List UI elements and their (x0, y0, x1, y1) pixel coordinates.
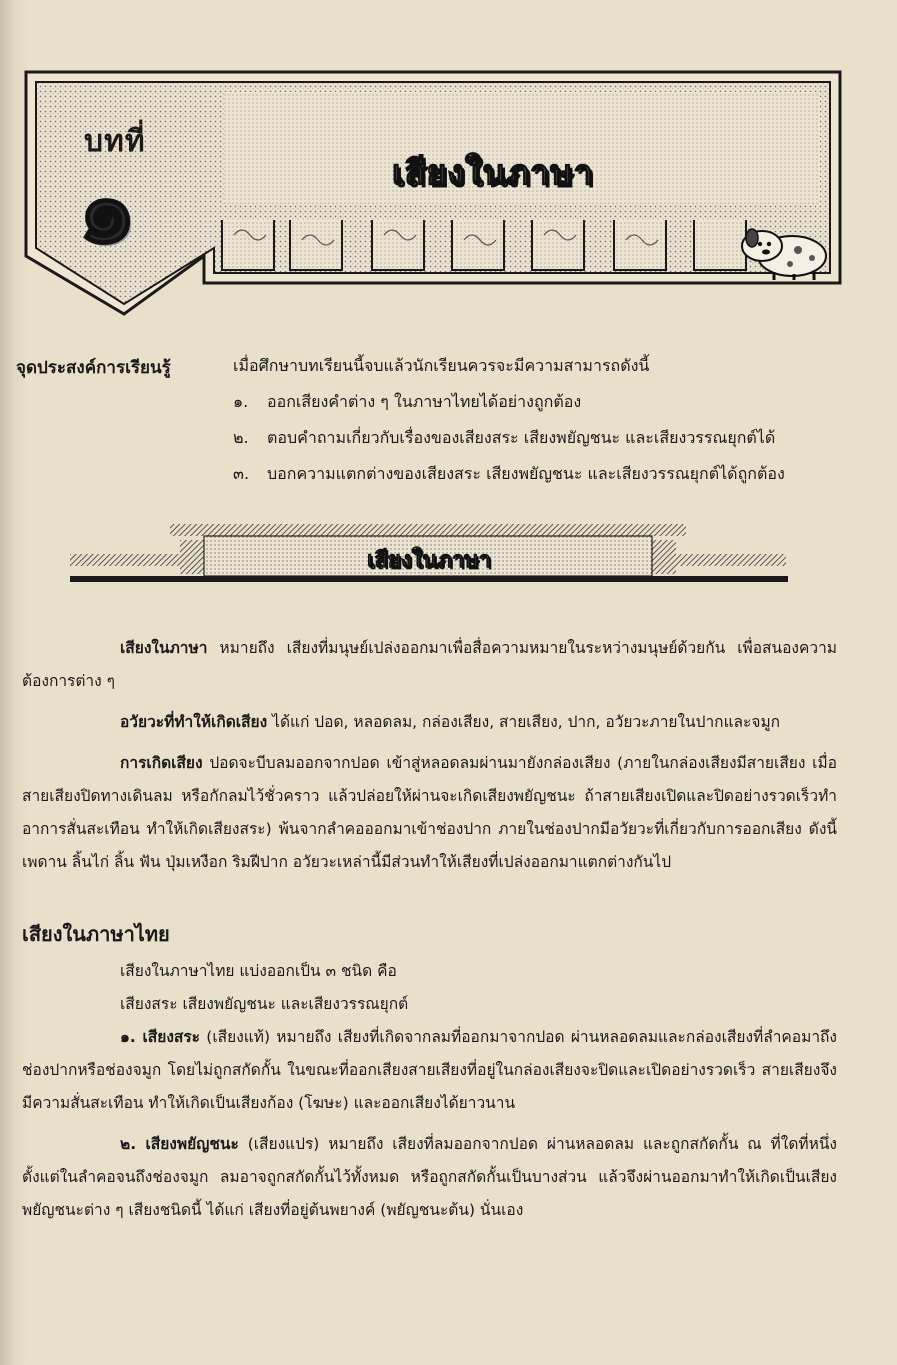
term: ๒. เสียงพยัญชนะ (120, 1135, 239, 1153)
objective-text: บอกความแตกต่างของเสียงสระ เสียงพยัญชนะ และเสียงวรรณยุกต์ได้ถูกต้อง (267, 464, 785, 483)
section-banner (70, 520, 788, 586)
objective-number: ๒. (233, 428, 249, 447)
paragraph (22, 1128, 837, 1227)
paragraph-text: ปอดจะบีบลมออกจากปอด เข้าสู่หลอดลมผ่านมายังกล่องเสียง (ภายในกล่องเสียงมีสายเสียง เมื่อสายเสียงปิดทางเดินลม หรือกักลมไว้ชั่วคราว แล้วปล่อยให้ผ่านจะเกิดเสียงพยัญชนะ ถ้าสายเสียงเปิดและปิดอย่างรวดเร็วทำอาการสั่นสะเทือน ทำให้เกิดเสียงสระ) พ้นจากลำคอออกมาเข้าช่องปาก ภายในช่องปากมีอวัยวะที่เกี่ยวกับการออกเสียง ดังนี้ เพดาน ลิ้นไก่ ลิ้น ฟัน ปุ่มเหงือก ริมฝีปาก อวัยวะเหล่านี้มีส่วนทำให้เสียงที่เปล่งออกมาแตกต่างกันไป (22, 754, 837, 871)
paragraph (22, 1021, 837, 1120)
objective-item (233, 384, 785, 420)
body-text (22, 632, 837, 1235)
paragraph-text: หมายถึง เสียงที่มนุษย์เปล่งออกมาเพื่อสื่อความหมายในระหว่างมนุษย์ด้วยกัน เพื่อสนองความต้องการต่าง ๆ (22, 639, 837, 690)
objective-text: ตอบคำถามเกี่ยวกับเรื่องของเสียงสระ เสียงพยัญชนะ และเสียงวรรณยุกต์ได้ (267, 428, 776, 447)
dog-mascot-icon (736, 222, 832, 282)
objective-item (233, 456, 785, 492)
term: ๑. เสียงสระ (120, 1028, 201, 1046)
text-line: เสียงในภาษาไทย แบ่งออกเป็น ๓ ชนิด คือ (120, 962, 397, 980)
objective-number: ๑. (233, 392, 249, 411)
chapter-number: ๑ (78, 156, 137, 264)
chapter-header (24, 70, 844, 320)
paragraph-text: ได้แก่ ปอด, หลอดลม, กล่องเสียง, สายเสียง, ปาก, อวัยวะภายในปากและจมูก (267, 713, 781, 731)
paragraph-text: (เสียงแปร) หมายถึง เสียงที่ลมออกจากปอด ผ่านหลอดลม และถูกสกัดกั้น ณ ที่ใดที่หนึ่ง ตั้งแต่ในลำคอจนถึงช่องจมูก ลมอาจถูกสกัดกั้นไว้ทั้งหมด หรือถูกสกัดกั้นเป็นบางส่วน แล้วจึงผ่านออกมาทำให้เกิดเป็นเสียงพยัญชนะต่าง ๆ เสียงชนิดนี้ ได้แก่ เสียงที่อยู่ต้นพยางค์ (พยัญชนะต้น) นั่นเอง (22, 1135, 837, 1219)
objectives-intro: เมื่อศึกษาบทเรียนนี้จบแล้วนักเรียนควรจะมีความสามารถดังนี้ (233, 356, 650, 375)
text-line: เสียงสระ เสียงพยัญชนะ และเสียงวรรณยุกต์ (120, 995, 409, 1013)
chapter-label: บทที่ (84, 124, 146, 159)
objective-text: ออกเสียงคำต่าง ๆ ในภาษาไทยได้อย่างถูกต้อง (267, 392, 582, 411)
subheading: เสียงในภาษาไทย (22, 922, 170, 946)
objectives-list (233, 384, 785, 492)
section-title: เสียงในภาษา (366, 548, 492, 573)
term: การเกิดเสียง (120, 754, 203, 772)
objectives-label: จุดประสงค์การเรียนรู้ (16, 358, 171, 378)
paragraph-text: (เสียงแท้) หมายถึง เสียงที่เกิดจากลมที่ออกมาจากปอด ผ่านหลอดลมและกล่องเสียงที่ลำคอมาถึงช่องปากหรือช่องจมูก โดยไม่ถูกสกัดกั้น ในขณะที่ออกเสียงสายเสียงที่อยู่ในกล่องเสียงจะปิดและเปิดอย่างรวดเร็ว สายเสียงจึงมีความสั่นสะเทือน ทำให้เกิดเป็นเสียงก้อง (โฆษะ) และออกเสียงได้ยาวนาน (22, 1028, 837, 1112)
paragraph (22, 632, 837, 698)
chapter-title: เสียงในภาษา (392, 153, 594, 193)
objective-number: ๓. (233, 464, 250, 483)
term: เสียงในภาษา (120, 639, 208, 657)
paragraph (22, 706, 837, 739)
paragraph (22, 747, 837, 879)
objective-item (233, 420, 785, 456)
term: อวัยวะที่ทำให้เกิดเสียง (120, 713, 268, 731)
